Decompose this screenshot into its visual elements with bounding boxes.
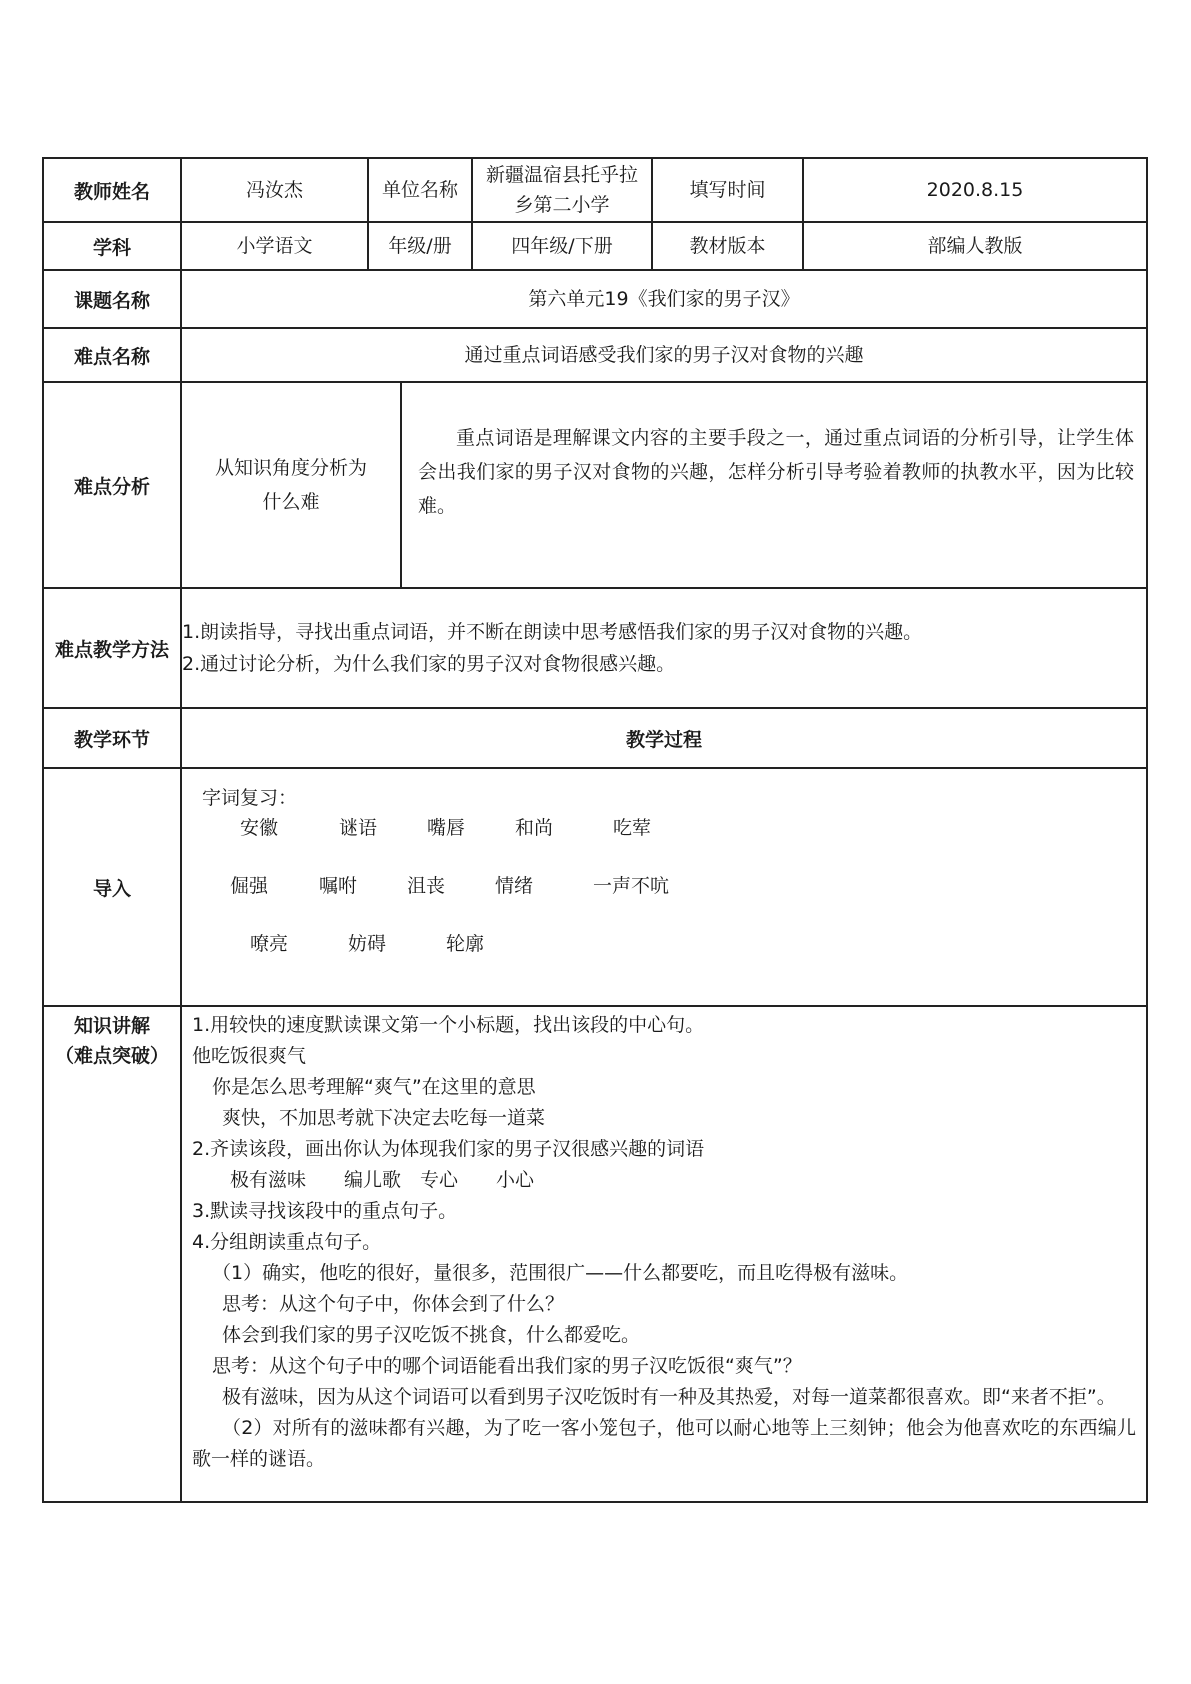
vocab-word: 轮廓 (446, 933, 485, 955)
knowledge-label (43, 1006, 181, 1502)
vocab-word: 吃荤 (613, 817, 652, 839)
analysis-subheading-line-2: 什么难 (262, 491, 320, 513)
lesson-plan-form (42, 157, 1146, 1503)
vocab-word: 安徽 (240, 817, 279, 839)
grade-label: 年级/册 (368, 222, 472, 270)
knowledge-line: 3.默读寻找该段中的重点句子。 (192, 1200, 458, 1222)
fill-date-label: 填写时间 (652, 158, 803, 222)
analysis-subheading-line-1: 从知识角度分析为 (214, 457, 367, 479)
knowledge-line: 体会到我们家的男子汉吃饭不挑食，什么都爱吃。 (222, 1324, 641, 1346)
analysis-row (43, 382, 1147, 588)
knowledge-line: 思考：从这个句子中的哪个词语能看出我们家的男子汉吃饭很“爽气”？ (212, 1355, 802, 1377)
intro-content (181, 768, 1147, 1006)
knowledge-label-line-2: （难点突破） (54, 1045, 169, 1067)
method-item-1: 1.朗读指导，寻找出重点词语，并不断在朗读中思考感悟我们家的男子汉对食物的兴趣。 (182, 621, 923, 643)
analysis-text: 重点词语是理解课文内容的主要手段之一，通过重点词语的分析引导，让学生体会出我们家的男子汉对食物的兴趣，怎样分析引导考验着教师的执教水平，因为比较难。 (418, 427, 1134, 517)
intro-row (43, 768, 1147, 1006)
teaching-stage-label: 教学环节 (43, 708, 181, 768)
subject-value: 小学语文 (181, 222, 368, 270)
process-header-row (43, 708, 1147, 768)
analysis-content (181, 382, 1147, 588)
subject-label: 学科 (43, 222, 181, 270)
knowledge-line: 极有滋味 编儿歌 专心 小心 (230, 1169, 535, 1191)
lesson-plan-table (42, 157, 1148, 1503)
teacher-name-label: 教师姓名 (43, 158, 181, 222)
analysis-inner-table (182, 383, 1146, 587)
analysis-label: 难点分析 (43, 382, 181, 588)
knowledge-label-line-1: 知识讲解 (73, 1015, 150, 1037)
info-row-1 (43, 158, 1147, 222)
methods-content (181, 588, 1147, 708)
knowledge-line: （2）对所有的滋味都有兴趣，为了吃一客小笼包子，他可以耐心地等上三刻钟；他会为他喜欢吃的东西编儿歌一样的谜语。 (192, 1417, 1136, 1470)
intro-label: 导入 (43, 768, 181, 1006)
vocab-word: 妨碍 (348, 933, 387, 955)
unit-name-value (472, 158, 652, 222)
vocab-word: 和尚 (515, 817, 554, 839)
unit-name-line-2: 乡第二小学 (514, 194, 610, 216)
methods-row (43, 588, 1147, 708)
topic-row (43, 270, 1147, 328)
vocab-word: 倔强 (230, 875, 269, 897)
knowledge-line: 1.用较快的速度默读课文第一个小标题，找出该段的中心句。 (192, 1014, 705, 1036)
vocab-title: 字词复习： (202, 787, 298, 809)
vocab-word: 嘹亮 (250, 933, 289, 955)
knowledge-line: 极有滋味，因为从这个词语可以看到男子汉吃饭时有一种及其热爱，对每一道菜都很喜欢。即“来者不拒”。 (222, 1386, 1116, 1408)
knowledge-content (181, 1006, 1147, 1502)
vocab-word: 一声不吭 (593, 875, 670, 897)
vocab-review (182, 769, 1146, 1005)
grade-value: 四年级/下册 (472, 222, 652, 270)
teacher-name-value: 冯汝杰 (181, 158, 368, 222)
knowledge-line: 4.分组朗读重点句子。 (192, 1231, 382, 1253)
edition-value: 部编人教版 (803, 222, 1147, 270)
knowledge-line: 他吃饭很爽气 (192, 1045, 307, 1067)
teaching-process-label: 教学过程 (181, 708, 1147, 768)
info-row-2 (43, 222, 1147, 270)
difficulty-row (43, 328, 1147, 382)
analysis-subheading (182, 383, 401, 587)
vocab-word: 谜语 (339, 817, 378, 839)
unit-name-line-1: 新疆温宿县托乎拉 (485, 164, 638, 186)
knowledge-line: 你是怎么思考理解“爽气”在这里的意思 (212, 1076, 536, 1098)
knowledge-line: 2.齐读该段，画出你认为体现我们家的男子汉很感兴趣的词语 (192, 1138, 705, 1160)
knowledge-line: 思考：从这个句子中，你体会到了什么？ (222, 1293, 565, 1315)
unit-name-label: 单位名称 (368, 158, 472, 222)
difficulty-label: 难点名称 (43, 328, 181, 382)
knowledge-line: 爽快，不加思考就下决定去吃每一道菜 (222, 1107, 546, 1129)
methods-label: 难点教学方法 (43, 588, 181, 708)
knowledge-row (43, 1006, 1147, 1502)
knowledge-line: （1）确实，他吃的很好，量很多，范围很广——什么都要吃，而且吃得极有滋味。 (212, 1262, 909, 1284)
vocab-word: 情绪 (495, 875, 534, 897)
vocab-word: 沮丧 (407, 875, 446, 897)
method-item-2: 2.通过讨论分析，为什么我们家的男子汉对食物很感兴趣。 (182, 653, 676, 675)
vocab-word: 嘴唇 (427, 817, 466, 839)
fill-date-value: 2020.8.15 (803, 158, 1147, 222)
difficulty-value: 通过重点词语感受我们家的男子汉对食物的兴趣 (181, 328, 1147, 382)
vocab-word: 嘱咐 (319, 875, 358, 897)
topic-label: 课题名称 (43, 270, 181, 328)
edition-label: 教材版本 (652, 222, 803, 270)
topic-value: 第六单元19《我们家的男子汉》 (181, 270, 1147, 328)
